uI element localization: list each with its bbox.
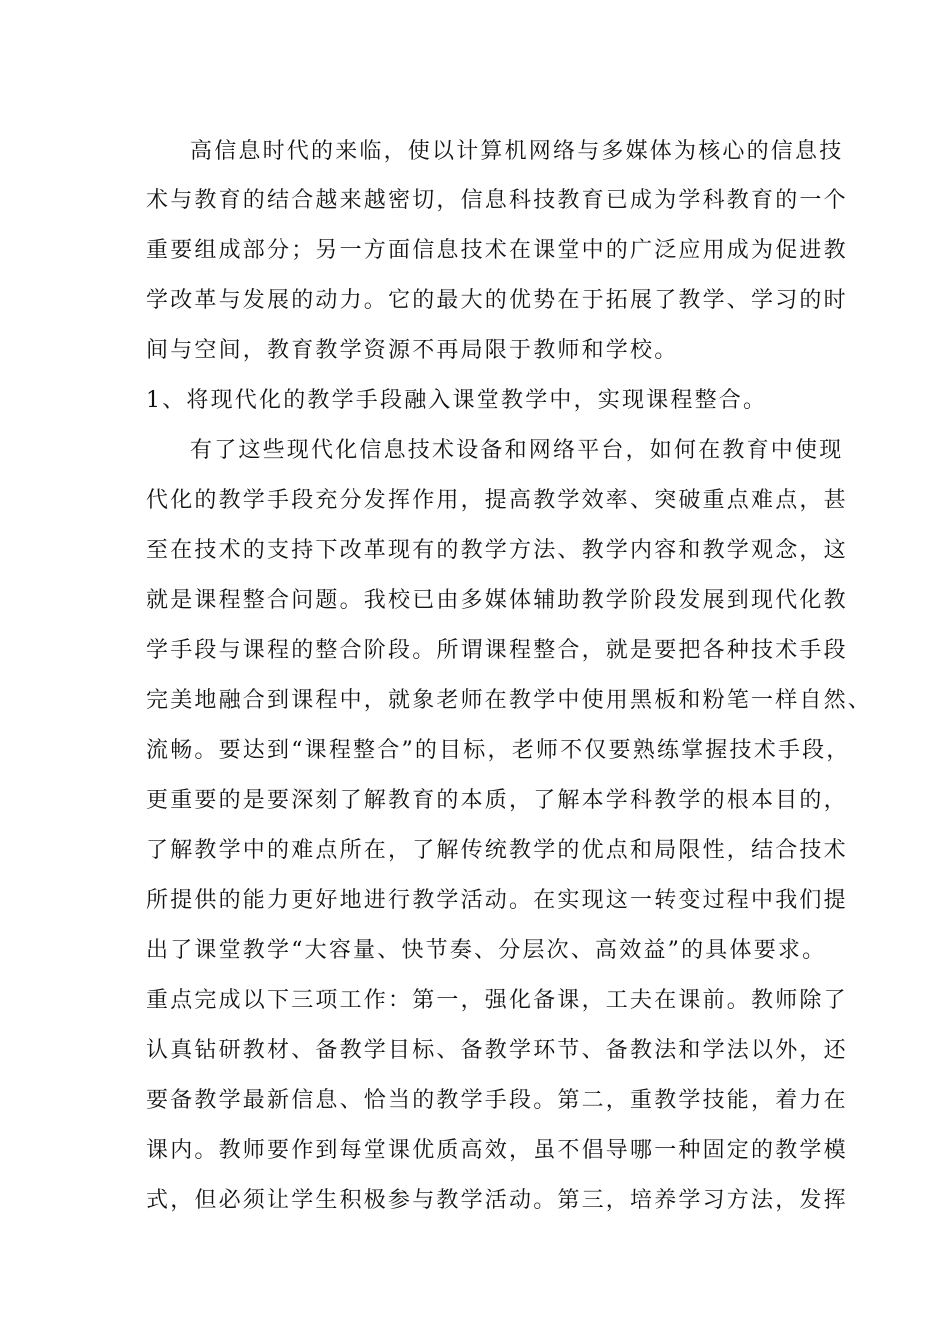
paragraph-line: 学手段与课程的整合阶段。所谓课程整合，就是要把各种技术手段 — [146, 638, 848, 663]
paragraph-line: 更重要的是要深刻了解教育的本质，了解本学科教学的根本目的， — [146, 788, 848, 813]
paragraph-line: 重要组成部分；另一方面信息技术在课堂中的广泛应用成为促进教 — [146, 238, 848, 263]
paragraph-line: 至在技术的支持下改革现有的教学方法、教学内容和教学观念，这 — [146, 538, 848, 563]
paragraph-line: 有了这些现代化信息技术设备和网络平台，如何在教育中使现 — [190, 438, 844, 463]
paragraph-line: 要备教学最新信息、恰当的教学手段。第二，重教学技能，着力在 — [146, 1088, 848, 1113]
paragraph-line: 完美地融合到课程中，就象老师在教学中使用黑板和粉笔一样自然、 — [146, 688, 873, 713]
section-heading: 1、将现代化的教学手段融入课堂教学中，实现课程整合。 — [146, 388, 768, 413]
paragraph-line: 式，但必须让学生积极参与教学活动。第三，培养学习方法，发挥 — [146, 1188, 848, 1213]
paragraph-line: 间与空间，教育教学资源不再局限于教师和学校。 — [146, 338, 679, 363]
paragraph-line: 课内。教师要作到每堂课优质高效，虽不倡导哪一种固定的教学模 — [146, 1138, 848, 1163]
paragraph-line: 了解教学中的难点所在，了解传统教学的优点和局限性，结合技术 — [146, 838, 848, 863]
paragraph-line: 高信息时代的来临，使以计算机网络与多媒体为核心的信息技 — [190, 139, 844, 164]
paragraph-line: 出了课堂教学“大容量、快节奏、分层次、高效益”的具体要求。 — [146, 938, 827, 963]
paragraph-line: 就是课程整合问题。我校已由多媒体辅助教学阶段发展到现代化教 — [146, 588, 848, 613]
paragraph-line: 术与教育的结合越来越密切，信息科技教育已成为学科教育的一个 — [146, 188, 848, 213]
paragraph-line: 代化的教学手段充分发挥作用，提高教学效率、突破重点难点，甚 — [146, 488, 848, 513]
paragraph-line: 流畅。要达到“课程整合”的目标，老师不仅要熟练掌握技术手段， — [146, 738, 851, 763]
paragraph-line: 学改革与发展的动力。它的最大的优势在于拓展了教学、学习的时 — [146, 288, 848, 313]
paragraph-line: 所提供的能力更好地进行教学活动。在实现这一转变过程中我们提 — [146, 888, 848, 913]
paragraph-line: 重点完成以下三项工作：第一，强化备课，工夫在课前。教师除了 — [146, 988, 848, 1013]
paragraph-line: 认真钻研教材、备教学目标、备教学环节、备教法和学法以外，还 — [146, 1038, 848, 1063]
